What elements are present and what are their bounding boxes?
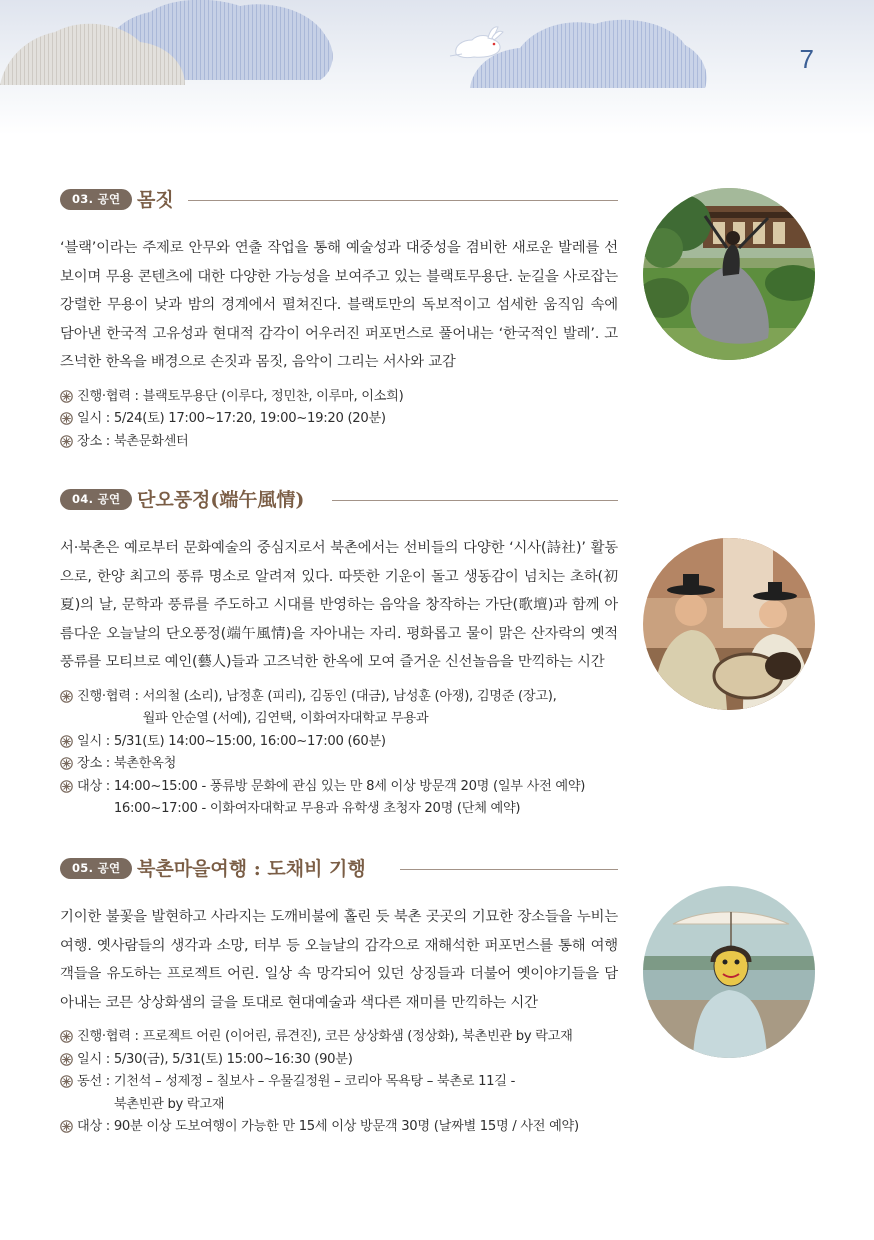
section-divider [332, 500, 618, 501]
info-list [60, 686, 618, 822]
photo-musicians [643, 538, 815, 710]
section-divider [188, 200, 618, 201]
bullet-icon [60, 776, 77, 798]
info-label: 장소 : [77, 756, 114, 772]
info-label: 장소 : [77, 433, 114, 449]
section-05 [60, 855, 618, 1139]
section-title: 몸짓 [137, 189, 174, 211]
info-label: 일시 : [77, 1051, 114, 1067]
info-item-date [60, 408, 618, 431]
info-label: 일시 : [77, 411, 114, 427]
page-number: 7 [799, 44, 814, 74]
bullet-icon [60, 408, 77, 430]
info-item-route [60, 1071, 618, 1116]
bullet-icon [60, 1071, 77, 1093]
info-value: 5/30(금), 5/31(토) 15:00~16:30 (90분) [113, 1051, 353, 1067]
info-item-audience [60, 1116, 618, 1139]
info-value: 5/24(토) 17:00~17:20, 19:00~19:20 (20분) [113, 411, 386, 427]
bullet-icon [60, 1049, 77, 1071]
info-item-venue [60, 753, 618, 776]
info-label: 동선 : [77, 1074, 114, 1090]
bullet-icon [60, 1026, 77, 1048]
info-label: 일시 : [77, 733, 114, 749]
bullet-icon [60, 1116, 77, 1138]
section-description: ‘블랙’이라는 주제로 안무와 연출 작업을 통해 예술성과 대중성을 겸비한 새로운 발레를 선보이며 무용 콘텐츠에 대한 다양한 가능성을 보여주고 있는 블랙토무용단. 눈길을 사로잡는 강렬한 무용이 낮과 밤의 경계에서 펼쳐진다. 블랙토만의 독보적이고 섬세한 움직임 속에 담아낸 한국적 고유성과 현대적 감각이 어우러진 퍼포먼스로 풀어내는 ‘한국적인 발레’. 고즈넉한 한옥을 배경으로 손짓과 몸짓, 음악이 그리는 서사와 교감 [60, 240, 618, 370]
bullet-icon [60, 386, 77, 408]
info-label: 대상 : [77, 778, 114, 794]
info-item-venue [60, 431, 618, 454]
info-value: 프로젝트 어린 (이어린, 류견진), 코믄 상상화샘 (정상화), 북촌빈관 by 락고재 [142, 1029, 573, 1044]
section-description: 서·북촌은 예로부터 문화예술의 중심지로서 북촌에서는 선비들의 다양한 ‘시사(詩社)’ 활동으로, 한양 최고의 풍류 명소로 알려져 있다. 따뜻한 기운이 돌고 생동감이 넘치는 초하(初夏)의 날, 문학과 풍류를 주도하고 시대를 반영하는 음악을 창작하는 가단(歌壇)과 함께 아름다운 오늘날의 단오풍정(端午風情)을 자아내는 자리. 평화롭고 물이 맑은 산자락의 옛적 풍류를 모티브로 예인(藝人)들과 고즈넉한 한옥에 모여 즐거운 신선놀음을 만끽하는 시간 [60, 540, 618, 670]
info-value: 14:00~15:00 - 풍류방 문화에 관심 있는 만 8세 이상 방문객 20명 (일부 사전 예약) [113, 778, 586, 794]
info-value: 90분 이상 도보여행이 가능한 만 15세 이상 방문객 30명 (날짜별 15명 / 사전 예약) [113, 1119, 579, 1135]
info-item-date [60, 731, 618, 754]
info-item-organizer [60, 386, 618, 409]
info-list [60, 386, 618, 454]
rabbit-icon [448, 24, 504, 64]
info-list [60, 1026, 618, 1139]
section-badge: 05. 공연 [60, 858, 132, 879]
info-label: 대상 : [77, 1119, 114, 1135]
info-value: 블랙토무용단 (이루다, 정민찬, 이루마, 이소희) [142, 388, 404, 404]
info-item-organizer [60, 1026, 618, 1049]
bullet-icon [60, 753, 77, 775]
info-label: 진행·협력 : [77, 388, 143, 404]
info-item-organizer [60, 686, 618, 731]
bullet-icon [60, 431, 77, 453]
section-header [60, 486, 618, 514]
photo-dancer-garden [643, 188, 815, 360]
section-description: 기이한 불꽃을 발현하고 사라지는 도깨비불에 홀린 듯 북촌 곳곳의 기묘한 장소들을 누비는 여행. 옛사람들의 생각과 소망, 터부 등 오늘날의 감각으로 재해석한 퍼포먼스를 통해 여행객들을 유도하는 프로젝트 어린. 일상 속 망각되어 있던 상징들과 더불어 옛이야기들을 담아내는 코믄 상상화샘의 글을 토대로 현대예술과 색다른 재미를 만끽하는 시간 [60, 909, 618, 1011]
section-divider [400, 869, 618, 870]
section-header [60, 186, 618, 214]
bullet-icon [60, 731, 77, 753]
info-value: 5/31(토) 14:00~15:00, 16:00~17:00 (60분) [113, 733, 386, 749]
info-value: 서의철 (소리), 남정훈 (피리), 김동인 (대금), 남성훈 (아쟁), 김명준 (장고), [142, 688, 557, 704]
section-title: 단오풍정(端午風情) [137, 489, 305, 511]
header-background [0, 0, 874, 135]
info-value: 16:00~17:00 - 이화여자대학교 무용과 유학생 초청자 20명 (단체 예약) [113, 801, 521, 817]
bullet-icon [60, 686, 77, 708]
info-label: 진행·협력 : [77, 688, 143, 704]
section-03 [60, 186, 618, 453]
section-04 [60, 486, 618, 821]
info-value: 월파 안순열 (서예), 김연택, 이화여자대학교 무용과 [142, 711, 429, 727]
info-value: 북촌빈관 by 락고재 [113, 1096, 225, 1112]
info-value: 기천석 – 성제정 – 칠보사 – 우물길정원 – 코리아 목욕탕 – 북촌로 11길 - [113, 1074, 516, 1090]
info-label: 진행·협력 : [77, 1029, 143, 1044]
section-badge: 04. 공연 [60, 489, 132, 510]
section-title: 북촌마을여행 : 도채비 기행 [137, 858, 366, 880]
cloud-pattern-left [0, 0, 340, 95]
info-item-audience [60, 776, 618, 821]
info-value: 북촌한옥청 [113, 756, 177, 772]
section-header [60, 855, 618, 883]
section-badge: 03. 공연 [60, 189, 132, 210]
info-value: 북촌문화센터 [113, 433, 189, 449]
photo-masked-performer [643, 886, 815, 1058]
info-item-date [60, 1049, 618, 1072]
